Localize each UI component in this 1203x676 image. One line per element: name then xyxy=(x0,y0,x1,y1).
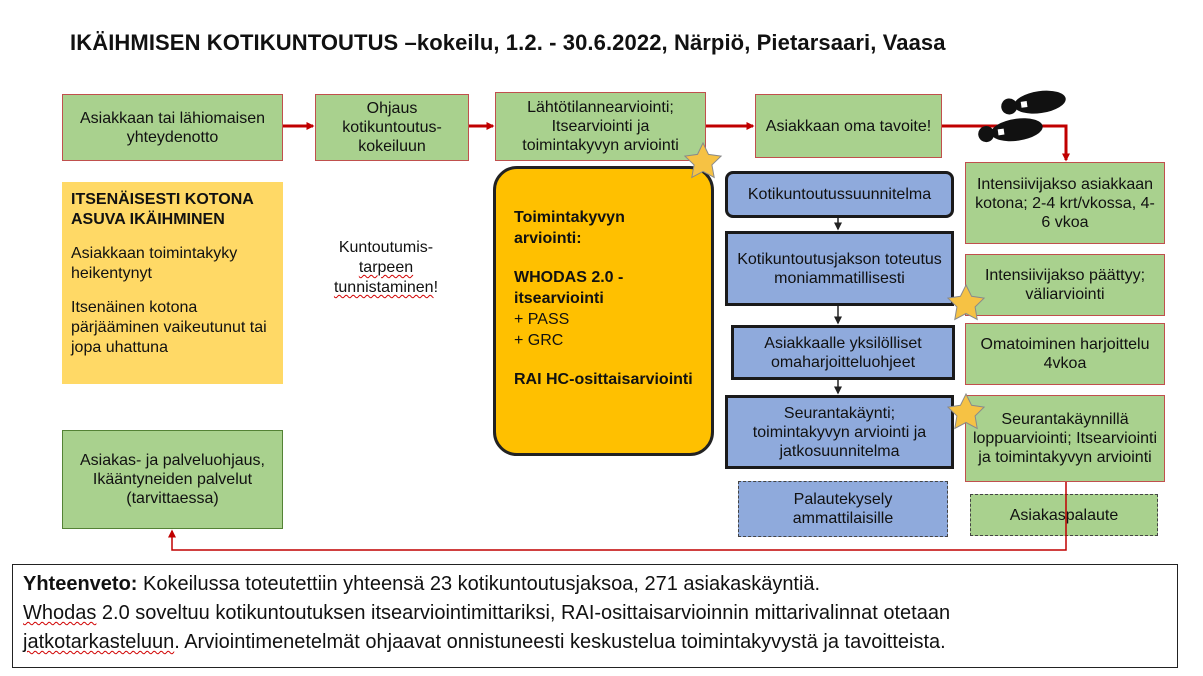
followup-label: Seurantakäynti; toimintakyvyn arviointi ja jatkosuunnitelma xyxy=(752,404,927,460)
plan-label: Kotikuntoutussuunnitelma xyxy=(747,186,932,203)
services-label: Asiakas- ja palveluohjaus, Ikääntyneiden palvelut (tarvittaessa) xyxy=(80,452,265,507)
final-assessment-label: Seurantakäynnillä loppuarviointi; Itsearviointi ja toimintakyvyn arviointi xyxy=(972,411,1158,466)
need-line-2: tarpeen xyxy=(358,259,414,276)
rai-label: RAI HC-osittaisarviointi xyxy=(514,371,693,388)
pass-label: + PASS xyxy=(514,311,570,328)
summary-followup-word: jatkotarkasteluun xyxy=(23,631,175,653)
self-training-label: Omatoiminen harjoittelu 4vkoa xyxy=(980,336,1150,372)
need-line-3: tunnistaminen xyxy=(333,279,434,296)
stars xyxy=(685,143,984,428)
summary-label: Yhteenveto: xyxy=(23,573,138,595)
summary-line-2: 2.0 soveltuu kotikuntoutuksen itsearviointimittariksi, RAI-osittaisarvioinnin mittarivalinnat otetaan xyxy=(96,602,951,624)
implementation-label: Kotikuntoutusjakson toteutus moniammatillisesti xyxy=(737,250,942,287)
star-icon xyxy=(948,285,984,319)
target-group-heading: ITSENÄISESTI KOTONA ASUVA IKÄIHMINEN xyxy=(71,191,254,228)
staff-feedback-label: Palautekysely ammattilaisille xyxy=(792,491,894,527)
goal-label: Asiakkaan oma tavoite! xyxy=(765,117,932,135)
need-line-1: Kuntoutumis- xyxy=(338,239,434,256)
guidance-label: Ohjaus kotikuntoutus-kokeiluun xyxy=(342,100,442,155)
summary-whodas-word: Whodas xyxy=(23,602,97,624)
summary-box xyxy=(12,564,1178,668)
intensive-end-label: Intensiivijakso päättyy; väliarviointi xyxy=(984,267,1146,303)
summary-line-3: . Arviointimenetelmät ohjaavat onnistuneesti keskustelua toimintakyvystä ja tavoitteista. xyxy=(174,631,946,653)
target-group-text-2: Itsenäinen kotona pärjääminen vaikeutunut tai jopa uhattuna xyxy=(71,299,267,356)
page-title: IKÄIHMISEN KOTIKUNTOUTUS –kokeilu, 1.2. - 30.6.2022, Närpiö, Pietarsaari, Vaasa xyxy=(70,30,946,55)
intensive-label: Intensiivijakso asiakkaan kotona; 2-4 krt/vkossa, 4-6 vkoa xyxy=(975,175,1155,231)
contact-label: Asiakkaan tai lähiomaisen yhteydenotto xyxy=(80,109,265,146)
exercises-label: Asiakkaalle yksilölliset omaharjoitteluohjeet xyxy=(764,334,922,371)
whodas-label: WHODAS 2.0 - itsearviointi xyxy=(514,269,624,307)
arrow-back-to-services xyxy=(172,482,1066,550)
target-group-text-1: Asiakkaan toimintakyky heikentynyt xyxy=(71,245,238,282)
footprints-icon xyxy=(977,88,1067,146)
assessment-heading: Toimintakyvyn arviointi: xyxy=(514,209,625,247)
baseline-label: Lähtötilannearviointi; Itsearviointi ja toimintakyvyn arviointi xyxy=(522,99,679,154)
flow-arrows-red xyxy=(172,126,1066,550)
grc-label: + GRC xyxy=(514,332,564,349)
summary-line-1: Kokeilussa toteutettiin yhteensä 23 kotikuntoutusjaksoa, 271 asiakaskäyntiä. xyxy=(137,573,821,595)
need-mark: ! xyxy=(433,279,439,296)
customer-feedback-label: Asiakaspalaute xyxy=(1009,506,1119,524)
star-icon xyxy=(948,394,984,428)
star-icon xyxy=(685,143,721,177)
